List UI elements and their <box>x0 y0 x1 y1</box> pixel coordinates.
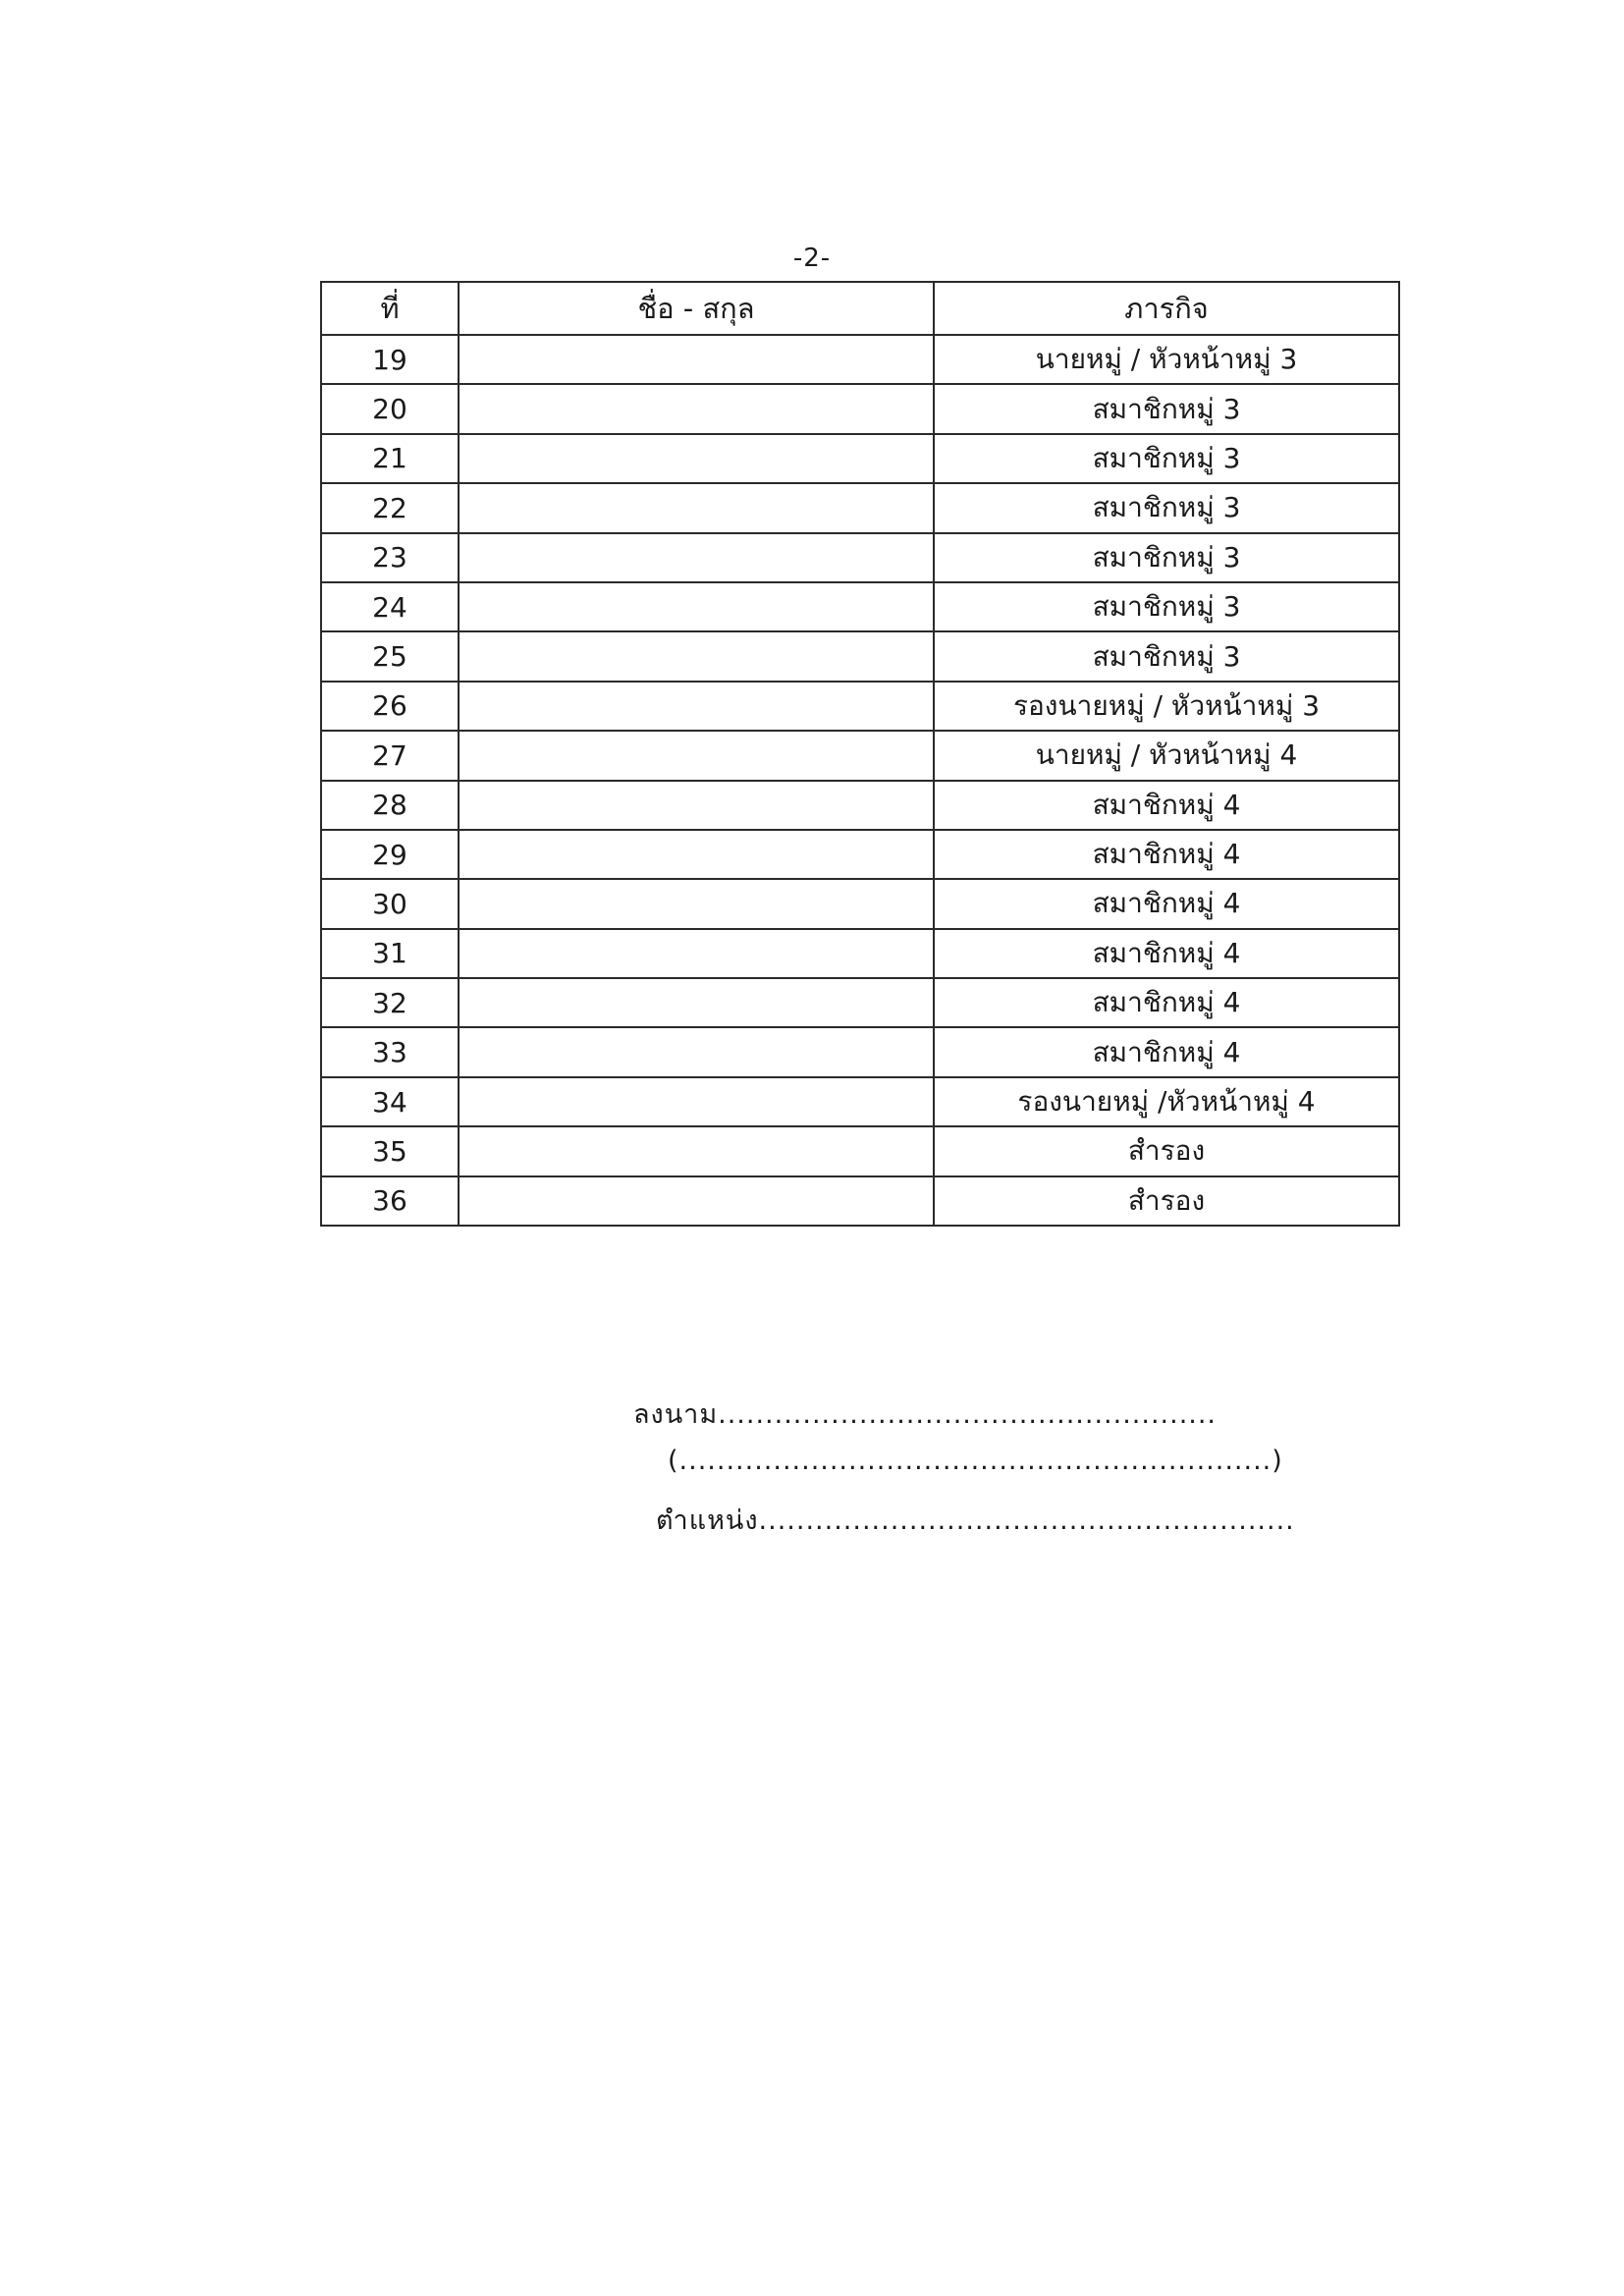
row-name <box>459 533 934 582</box>
row-duty: สมาชิกหมู่ 4 <box>934 879 1399 928</box>
header-duty: ภารกิจ <box>934 282 1399 335</box>
table-row <box>321 682 1399 731</box>
row-duty: สำรอง <box>934 1176 1399 1226</box>
row-number: 28 <box>321 781 459 830</box>
name-parens: (...............................................................) <box>668 1446 1283 1476</box>
row-number: 29 <box>321 830 459 879</box>
table-row <box>321 483 1399 532</box>
row-duty: สมาชิกหมู่ 4 <box>934 830 1399 879</box>
table-row <box>321 879 1399 928</box>
sign-line <box>633 1393 1217 1435</box>
sign-label: ลงนาม..................................................... <box>633 1399 1218 1430</box>
table-row <box>321 434 1399 483</box>
table-row <box>321 631 1399 681</box>
row-duty: สมาชิกหมู่ 3 <box>934 384 1399 433</box>
row-name <box>459 978 934 1027</box>
row-duty: สำรอง <box>934 1126 1399 1175</box>
page-number: -2- <box>792 244 832 273</box>
row-duty: รองนายหมู่ /หัวหน้าหมู่ 4 <box>934 1077 1399 1126</box>
row-duty: สมาชิกหมู่ 3 <box>934 533 1399 582</box>
row-name <box>459 682 934 731</box>
position-line <box>656 1499 1295 1541</box>
table-row <box>321 978 1399 1027</box>
row-number: 32 <box>321 978 459 1027</box>
row-name <box>459 830 934 879</box>
row-number: 25 <box>321 631 459 681</box>
row-name <box>459 631 934 681</box>
row-duty: สมาชิกหมู่ 4 <box>934 1027 1399 1076</box>
row-name <box>459 582 934 631</box>
table-row <box>321 533 1399 582</box>
row-duty: สมาชิกหมู่ 3 <box>934 631 1399 681</box>
table-row <box>321 1176 1399 1226</box>
row-number: 33 <box>321 1027 459 1076</box>
row-name <box>459 1077 934 1126</box>
row-duty: สมาชิกหมู่ 3 <box>934 582 1399 631</box>
row-number: 22 <box>321 483 459 532</box>
table-row <box>321 335 1399 384</box>
row-name <box>459 483 934 532</box>
row-number: 21 <box>321 434 459 483</box>
header-name: ชื่อ - สกุล <box>459 282 934 335</box>
table-row <box>321 781 1399 830</box>
row-name <box>459 731 934 780</box>
row-number: 20 <box>321 384 459 433</box>
row-name <box>459 929 934 978</box>
row-duty: รองนายหมู่ / หัวหน้าหมู่ 3 <box>934 682 1399 731</box>
row-name <box>459 879 934 928</box>
row-duty: สมาชิกหมู่ 3 <box>934 483 1399 532</box>
row-name <box>459 1027 934 1076</box>
table-row <box>321 830 1399 879</box>
row-duty: นายหมู่ / หัวหน้าหมู่ 4 <box>934 731 1399 780</box>
table-row <box>321 1027 1399 1076</box>
row-number: 26 <box>321 682 459 731</box>
row-duty: สมาชิกหมู่ 3 <box>934 434 1399 483</box>
row-duty: สมาชิกหมู่ 4 <box>934 781 1399 830</box>
row-name <box>459 1176 934 1226</box>
row-name <box>459 781 934 830</box>
header-number: ที่ <box>321 282 459 335</box>
row-number: 35 <box>321 1126 459 1175</box>
roster-table <box>320 281 1400 1227</box>
table-row <box>321 582 1399 631</box>
row-duty: สมาชิกหมู่ 4 <box>934 929 1399 978</box>
table-header-row <box>321 282 1399 335</box>
row-duty: สมาชิกหมู่ 4 <box>934 978 1399 1027</box>
row-number: 34 <box>321 1077 459 1126</box>
position-label: ตำแหน่ง......................................................... <box>656 1505 1295 1536</box>
name-parens-line <box>668 1446 1283 1476</box>
row-name <box>459 434 934 483</box>
row-duty: นายหมู่ / หัวหน้าหมู่ 3 <box>934 335 1399 384</box>
row-number: 19 <box>321 335 459 384</box>
row-number: 30 <box>321 879 459 928</box>
row-number: 36 <box>321 1176 459 1226</box>
row-name <box>459 1126 934 1175</box>
table-row <box>321 384 1399 433</box>
table-row <box>321 1077 1399 1126</box>
table-row <box>321 929 1399 978</box>
table-row <box>321 1126 1399 1175</box>
row-number: 24 <box>321 582 459 631</box>
row-number: 23 <box>321 533 459 582</box>
table-row <box>321 731 1399 780</box>
row-name <box>459 384 934 433</box>
row-number: 31 <box>321 929 459 978</box>
row-name <box>459 335 934 384</box>
row-number: 27 <box>321 731 459 780</box>
